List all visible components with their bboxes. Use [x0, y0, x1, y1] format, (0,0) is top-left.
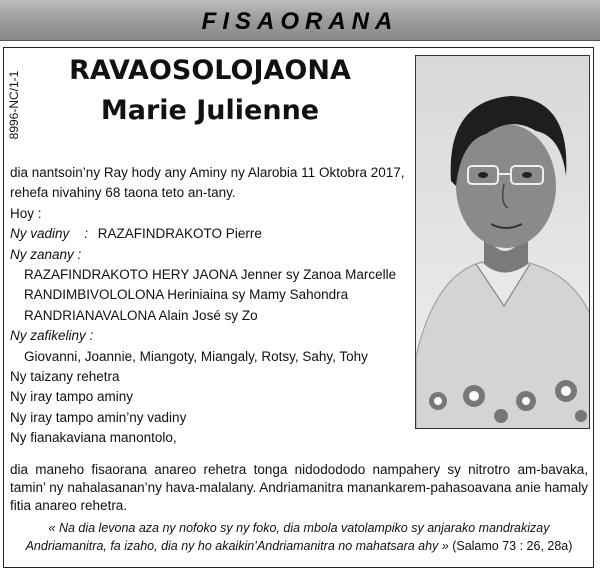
grandchildren-names: Giovanni, Joannie, Miangoty, Miangaly, Rotsy, Sahy, Tohy [24, 348, 368, 364]
intro-line-1: dia nantsoin’ny Ray hody any Aminy ny Alarobia 11 Oktobra 2017, [10, 165, 405, 180]
quote-reference: (Salamo 73 : 26, 28a) [448, 539, 573, 553]
scripture-quote [10, 519, 588, 555]
banner-title: FISAORANA [201, 8, 399, 35]
children-label: Ny zanany : [10, 246, 82, 262]
hoy-label: Hoy : [10, 205, 42, 221]
notice-body [10, 163, 410, 449]
spouse-label: Ny vadiny : [10, 226, 89, 242]
family-line-2: Ny iray tampo aminy [10, 389, 134, 405]
family-line-4: Ny fianakaviana manontolo, [10, 430, 177, 446]
child-1: RAZAFINDRAKOTO HERY JAONA Jenner sy Zanoa Marcelle [24, 267, 397, 283]
reference-code [4, 60, 24, 150]
quote-line-2: Andriamanitra, fa izaho, dia ny ho akaikin’Andriamanitra no mahatsara ahy » [25, 539, 449, 553]
family-line-1: Ny taizany rehetra [10, 369, 120, 385]
spouse-row [10, 224, 410, 244]
portrait-image [416, 56, 590, 429]
thanks-paragraph: dia maneho fisaorana anareo rehetra tonga nidodododо nampahery sy nitrotro am-bavaka, tamin’ ny nahalasanan’ny hava-malalany. Andriamanitra manankarem-pahasoavana anie hamaly fitia anareo rehetra. [10, 462, 588, 513]
reference-code-text: 8996-NC/1-1 [7, 70, 21, 140]
family-line-3: Ny iray tampo amin’ny vadiny [10, 409, 187, 425]
deceased-surname: RAVAOSOLOJAONA [69, 55, 351, 86]
child-2: RANDIMBIVOLOLONA Heriniaina sy Mamy Sahondra [24, 287, 349, 303]
intro-line-2: rehefa nivahiny 68 taona teto an-tany. [10, 185, 236, 201]
quote-line-2-wrap [10, 537, 588, 555]
portrait-photo [415, 55, 590, 429]
child-3: RANDRIANAVALONA Alain José sy Zo [24, 307, 258, 323]
spouse-name: RAZAFINDRAKOTO Pierre [97, 226, 262, 242]
grandchildren-label: Ny zafikeliny : [10, 328, 94, 344]
deceased-given-name: Marie Julienne [100, 95, 320, 126]
header-banner [0, 0, 600, 41]
quote-line-1: « Na dia levona aza ny nofoko sy ny foko, dia mbola vatolampiko sy anjarako mandrakizay [48, 521, 550, 535]
